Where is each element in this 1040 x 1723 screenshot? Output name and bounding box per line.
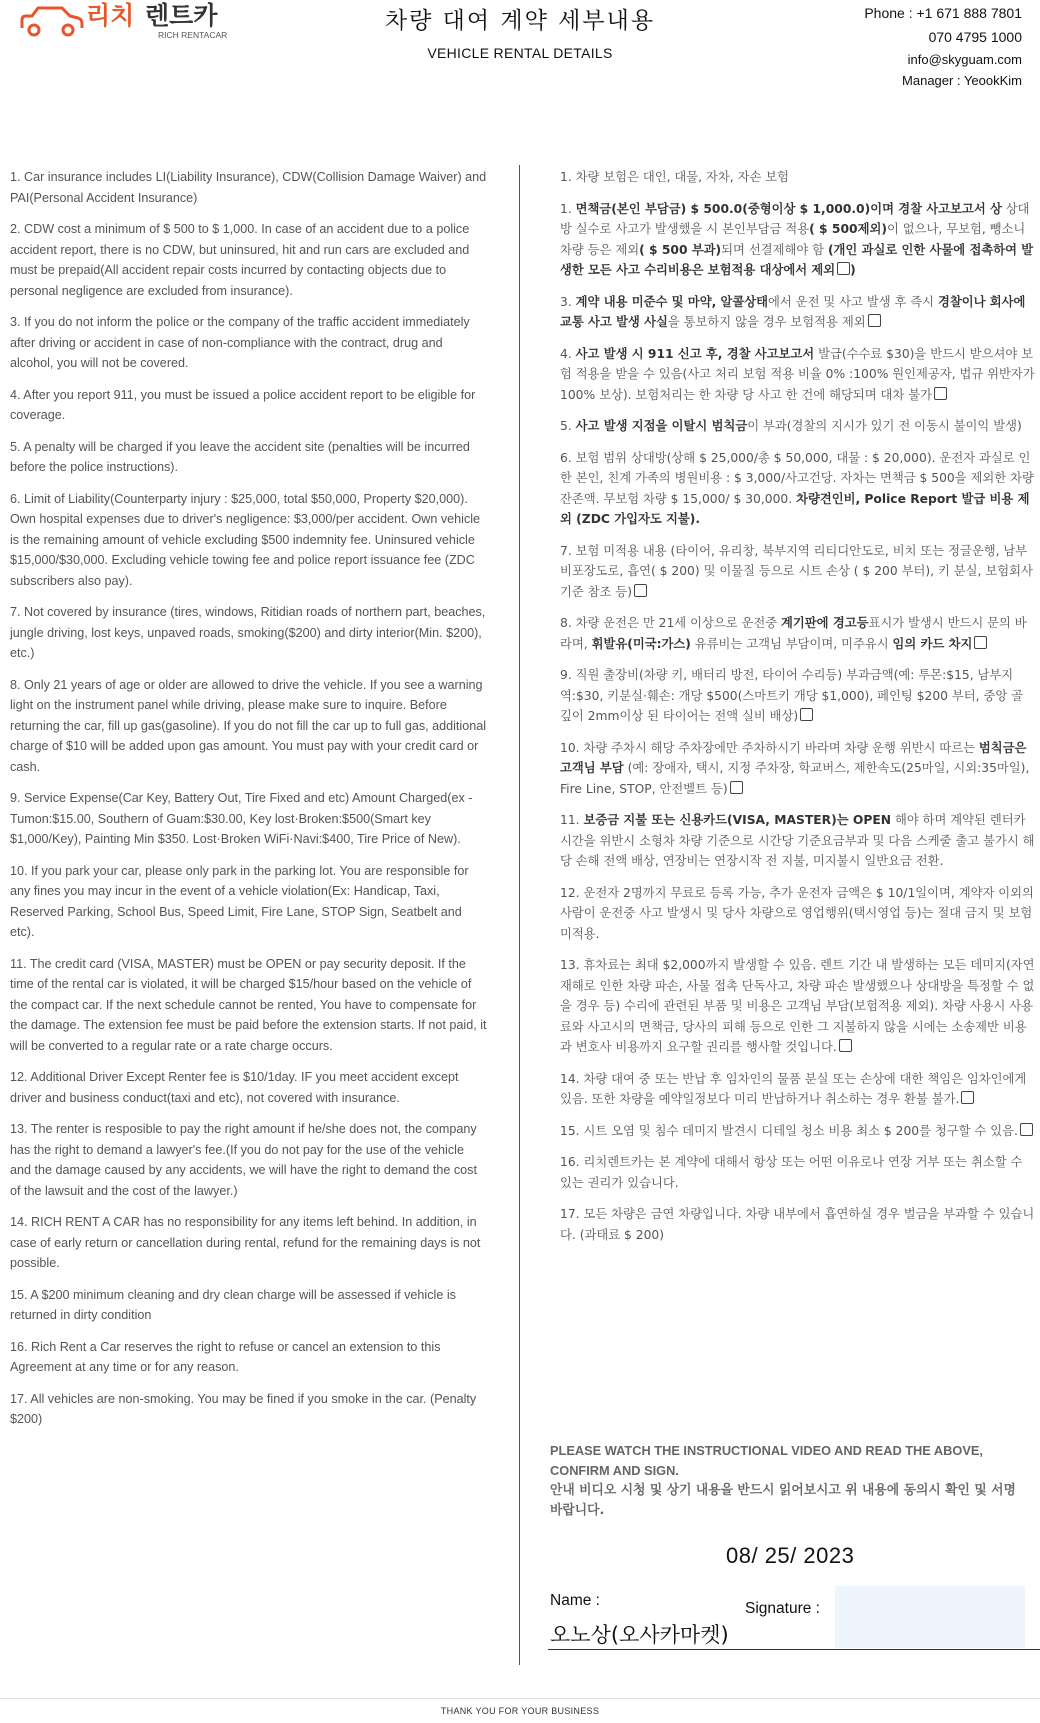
term-ko-text: 4. xyxy=(560,346,576,361)
term-ko-text: 17. 모든 차량은 금연 차량입니다. 차량 내부에서 흡연하실 경우 벌금을 부과할 수 있습니다. (과태료 $ 200) xyxy=(560,1207,1035,1242)
term-ko-text: 발급(수수료 $30)을 반드시 받으셔야 보험 적용을 받을 수 있음(사고 처리 보험 적용 비율 0% :100% 원인제공자, 법규 위반자가 100% 보상). 보험처리는 한 차량 당 사고 한 건에 해당되며 대차 불가 xyxy=(560,346,1035,402)
term-en-item: 7. Not covered by insurance (tires, windows, Ritidian roads of northern part, beaches, jungle driving, lost keys, unpaved roads, smoking($200) and dirty interior(Min. $200), etc.) xyxy=(10,605,486,660)
manager-name: Manager : YeookKim xyxy=(902,73,1022,88)
term-ko-text: 사고 발생 시 911 신고 후, 경찰 사고보고서 xyxy=(575,346,815,361)
title-korean: 차량 대여 계약 세부내용 xyxy=(384,8,656,34)
signature-label: Signature : xyxy=(745,1600,820,1617)
svg-text:렌트카: 렌트카 xyxy=(145,1,218,30)
term-ko-text: 5. xyxy=(560,419,576,433)
term-ko-item xyxy=(560,541,1036,603)
term-ko-suffix: ) xyxy=(850,263,856,277)
logo-text: 리치 xyxy=(86,1,135,30)
term-en-item: 3. If you do not inform the police or the company of the traffic accident immediately after driving or accident in case of non-compliance with the contract, drug and alcohol, you will not be covered. xyxy=(10,315,470,370)
terms-korean-column xyxy=(560,167,1036,1256)
term-en-item: 17. All vehicles are non-smoking. You may be fined if you smoke in the car. (Penalty $200) xyxy=(10,1391,477,1426)
confirm-checkbox[interactable] xyxy=(868,314,881,327)
confirmation-notice xyxy=(550,1441,1020,1521)
term-ko-text: ( $ 500 부과) xyxy=(639,242,722,257)
term-ko-text: 8. 차량 운전은 만 21세 이상으로 운전중 xyxy=(560,616,782,630)
term-ko-text: 7. 보험 미적용 내용 (타이어, 유리창, 북부지역 리티디안도로, 비치 또는 정글운행, 남부 비포장도로, 흡연( $ 200) 및 이물질 등으로 시트 손상 ( $ 200 부터), 키 분실, 보험회사 기준 참조 등) xyxy=(560,543,1033,599)
term-ko-text: 사고 발생 지점을 이탈시 범칙금 xyxy=(575,419,748,433)
term-ko-item xyxy=(560,448,1036,530)
term-ko-item xyxy=(560,955,1036,1058)
term-ko-text: 계약 내용 미준수 및 마약, 알콜상태 xyxy=(575,294,769,309)
confirm-checkbox[interactable] xyxy=(837,262,850,275)
term-en-item: 5. A penalty will be charged if you leave the accident site (penalties will be incurred before the police instructions). xyxy=(10,439,470,474)
term-ko-item xyxy=(560,613,1036,654)
term-ko-text: 이 없으나, 무보험, 뺑소니 차량 등은 제외 xyxy=(560,222,1026,257)
name-label: Name : xyxy=(550,1592,600,1609)
title-english: VEHICLE RENTAL DETAILS xyxy=(427,45,613,61)
term-ko-text: 상대방 실수로 사고가 발생했을 시 본인부담금 적용 xyxy=(560,201,1030,236)
term-en-item: 15. A $200 minimum cleaning and dry clean charge will be assessed if vehicle is returned in dirty condition xyxy=(10,1287,456,1322)
term-en-item: 6. Limit of Liability(Counterparty injury : $25,000, total $50,000, Property $20,000). Own hospital expenses due to driver's negligence: $3,000/per accident. Own vehicle is the remaining amount of vehicle excluding $500 indemnity fee. Uninsured vehicle $15,000/$30,000. Excluding vehicle towing fee and police report issuance fee (ZDC subscribers also pay). xyxy=(10,491,481,588)
term-ko-text: 해야 하며 계약된 렌터카 시간을 위반시 소형차 차량 기준으로 시간당 기준요금부과 및 다음 스케줄 출고 불가시 해당 손해 전액 배상, 연장비는 연장시작 전 지불, 미지불시 일반요금 전환. xyxy=(560,813,1035,868)
term-ko-text: 휘발유(미국:가스) xyxy=(591,636,691,651)
term-en-item: 9. Service Expense(Car Key, Battery Out, Tire Fixed and etc) Amount Charged(ex -Tumon:$15.00, Southern of Guam:$30.00, Key lost·Broken:$500(Smart key $1,000/Key), Painting Min $350. Lost·Broken WiFi·Navi:$400, Tire Price of New). xyxy=(10,791,473,846)
term-ko-text: (예: 장애자, 택시, 지정 주차장, 학교버스, 제한속도(25마일, 시외:35마일), Fire Line, STOP, 안전벨트 등) xyxy=(560,761,1030,796)
term-ko-item xyxy=(560,1069,1036,1110)
term-en-item: 13. The renter is resposible to pay the right amount if he/she does not, the company has the right to demand a lawyer's fee.(If you do not pay for the use of the vehicle and the damage caused by any accidents, we will have the right to demand the cost of the lawsuit and the cost of the lawyer.) xyxy=(10,1122,477,1198)
phone-number: Phone : +1 671 888 7801 xyxy=(864,5,1022,21)
confirm-checkbox[interactable] xyxy=(1020,1123,1033,1136)
term-ko-text: 면책금(본인 부담금) $ 500.0(중형이상 $ 1,000.0)이며 경찰 사고보고서 상 xyxy=(575,201,1002,216)
term-ko-text: 9. 직원 출장비(차량 키, 배터리 방전, 타이어 수리등) 부과금액(예: 투몬:$15, 남부지역:$30, 키분실·훼손: 개당 $500(스마트키 개당 $1,000), 페인팅 $200 부터, 중앙 골 깊이 2mm이상 된 타이어는 전액 실비 배상) xyxy=(560,668,1024,723)
term-ko-text: 임의 카드 차지 xyxy=(892,636,973,651)
term-ko-text: 이 부과(경찰의 지시가 있기 전 이동시 불이익 발생) xyxy=(747,419,1022,433)
term-ko-text: 10. 차량 주차시 해당 주차장에만 주차하시기 바라며 차량 운행 위반시 따르는 xyxy=(560,740,979,755)
term-ko-text: 차량견인비, Police Report 발급 비용 제외 (ZDC 가입자도 지불). xyxy=(560,491,1030,526)
confirm-checkbox[interactable] xyxy=(961,1091,974,1104)
confirm-checkbox[interactable] xyxy=(934,387,947,400)
car-logo-icon xyxy=(22,8,82,35)
name-field[interactable]: 오노상(오사카마켓) xyxy=(550,1623,729,1647)
term-en-item: 11. The credit card (VISA, MASTER) must be OPEN or pay security deposit. If the time of the rental car is violated, it will be charged $15/hour based on the vehicle of the compact car. If the next schedule cannot be rented, You have to compensate for the damage. The extension fee must be paid before the extension starts. If not paid, it will be converted to a regular rate or a rate charge occurs. xyxy=(10,956,487,1053)
term-ko-text: ( $ 500제외) xyxy=(809,222,887,236)
term-ko-text: 계기판에 경고등 xyxy=(781,616,869,630)
logo-subtext: RICH RENTACAR xyxy=(158,30,228,40)
term-ko-text: 을 통보하지 않을 경우 보험적용 제외 xyxy=(667,315,866,329)
company-logo xyxy=(18,0,228,44)
confirm-checkbox[interactable] xyxy=(974,636,987,649)
document-title xyxy=(340,0,700,61)
term-ko-text: 보증금 지불 또는 신용카드(VISA, MASTER)는 OPEN xyxy=(583,813,892,827)
signature-box[interactable] xyxy=(835,1586,1025,1648)
term-ko-item xyxy=(560,665,1036,727)
term-ko-item xyxy=(560,1121,1036,1142)
term-ko-item xyxy=(560,167,1036,188)
term-ko-text: 경찰이나 회사에 교통 사고 발생 사실 xyxy=(560,294,1026,329)
term-ko-text: 11. xyxy=(560,813,584,827)
term-en-item: 14. RICH RENT A CAR has no responsibility for any items left behind. In addition, in case of early return or cancellation during rental, refund for the remaining days is not possible. xyxy=(10,1215,481,1270)
term-ko-text: 1. 차량 보험은 대인, 대물, 자차, 자손 보험 xyxy=(560,170,790,184)
confirm-checkbox[interactable] xyxy=(730,781,743,794)
term-en-item: 12. Additional Driver Except Renter fee is $10/1day. IF you meet accident except driver and business conduct(taxi and etc), not covered with insurance. xyxy=(10,1070,459,1105)
term-ko-text: 되며 선결제해야 함 xyxy=(721,242,828,257)
column-divider xyxy=(519,165,520,1665)
email-address: info@skyguam.com xyxy=(907,52,1022,67)
confirm-checkbox[interactable] xyxy=(839,1039,852,1052)
confirm-checkbox[interactable] xyxy=(634,584,647,597)
term-ko-text: (개인 과실로 인한 사물에 접촉하여 발생한 모든 사고 수리비용은 보험적용 대상에서 제외 xyxy=(560,242,1034,277)
term-ko-text: 유류비는 고객님 부담이며, 미주유시 xyxy=(690,636,893,651)
term-ko-text: 3. xyxy=(560,294,576,309)
term-en-item: 1. Car insurance includes LI(Liability Insurance), CDW(Collision Damage Waiver) and PAI(Personal Accident Insurance) xyxy=(10,170,487,205)
confirm-checkbox[interactable] xyxy=(800,708,813,721)
term-ko-item xyxy=(560,344,1036,406)
footer-divider xyxy=(0,1698,1040,1699)
term-ko-text: 범칙금은 고객님 부담 xyxy=(560,740,1027,775)
term-ko-item xyxy=(560,199,1036,281)
term-ko-item xyxy=(560,810,1036,872)
phone-number-2: 070 4795 1000 xyxy=(928,28,1022,45)
notice-english: PLEASE WATCH THE INSTRUCTIONAL VIDEO AND READ THE ABOVE, CONFIRM AND SIGN. xyxy=(550,1443,983,1478)
term-en-item: 16. Rich Rent a Car reserves the right to refuse or cancel an extension to this Agreement at any time or for any reason. xyxy=(10,1339,441,1374)
contact-info xyxy=(864,2,1022,91)
term-ko-item xyxy=(560,1204,1036,1245)
term-en-item: 10. If you park your car, please only park in the parking lot. You are responsible for any fines you may incur in the event of a vehicle violation(Ex: Handicap, Taxi, Reserved Parking, School Bus, Speed Limit, Fire Lane, STOP Sign, Seatbelt and etc). xyxy=(10,863,469,939)
term-ko-text: 에서 운전 및 사고 발생 후 즉시 xyxy=(768,294,938,309)
notice-korean: 안내 비디오 시청 및 상기 내용을 반드시 읽어보시고 위 내용에 동의시 확인 및 서명 바랍니다. xyxy=(550,1483,1016,1518)
footer-text: THANK YOU FOR YOUR BUSINESS xyxy=(440,1706,600,1716)
term-ko-text: 1. xyxy=(560,201,576,216)
term-ko-text: 표시가 발생시 반드시 문의 바라며, xyxy=(560,616,1027,651)
term-ko-text: 13. 휴차료는 최대 $2,000까지 발생할 수 있음. 렌트 기간 내 발생하는 모든 데미지(자연재해로 인한 차량 파손, 사물 접촉 단독사고, 차량 파손 발생했으나 상대방을 특정할 수 없을 경우 등) 수리에 관련된 부품 및 비용은 고객님 부담(보험적용 제외). 차량 사용시 사용료와 사고시의 면책금, 당사의 피해 등으로 인한 그 지불하지 않을 시에는 소송제반 비용과 변호사 비용까지 요구할 권리를 행사할 것입니다. xyxy=(560,958,1035,1054)
term-ko-text: 14. 차량 대여 중 또는 반납 후 임차인의 물품 분실 또는 손상에 대한 책임은 임차인에게 있음. 또한 차량을 예약일정보다 미리 반납하거나 취소하는 경우 환불 불가. xyxy=(560,1071,1027,1106)
term-ko-text: 16. 리치렌트카는 본 계약에 대해서 항상 또는 어떤 이유로나 연장 거부 또는 취소할 수 있는 권리가 있습니다. xyxy=(560,1155,1023,1190)
name-underline xyxy=(548,1649,1040,1650)
terms-english-column xyxy=(10,167,488,1441)
term-ko-text: 6. 보험 범위 상대방(상해 $ 25,000/총 $ 50,000, 대물 : $ 20,000). 운전자 과실로 인한 본인, 친계 가족의 병원비용 : $ 3,000/사고건당. 자차는 면책금 $ 500을 제외한 차량 잔존액. 무보험 차량 $ 15,000/ $ 30,000. xyxy=(560,450,1034,506)
term-ko-item xyxy=(560,1152,1036,1193)
contract-date: 08/ 25/ 2023 xyxy=(726,1543,855,1568)
term-en-item: 8. Only 21 years of age or older are allowed to drive the vehicle. If you see a warning light on the instrument panel while driving, please make sure to inquire. Before returning the car, fill up gas(gasoline). If you do not fill the car up to full gas, additional charge of $10 will be added upon gas amount. You must pay with your credit card or cash. xyxy=(10,677,487,774)
term-en-item: 2. CDW cost a minimum of $ 500 to $ 1,000. In case of an accident due to a police accident report, there is no CDW, but uninsured, hit and run cars are excluded and must be prepaid(All accident repair costs incurred by contacting objects due to personal negligence are excluded from insurance). xyxy=(10,222,470,298)
term-ko-item xyxy=(560,416,1036,437)
term-ko-item xyxy=(560,883,1036,945)
term-en-item: 4. After you report 911, you must be issued a police accident report to be eligible for coverage. xyxy=(10,387,476,422)
term-ko-text: 12. 운전자 2명까지 무료로 등록 가능, 추가 운전자 금액은 $ 10/1일이며, 계약자 이외의 사람이 운전중 사고 발생시 및 당사 차량으로 영업행위(택시영업 등)는 절대 금지 및 보험 미적용. xyxy=(560,885,1034,941)
term-ko-item xyxy=(560,738,1036,800)
term-ko-item xyxy=(560,292,1036,333)
term-ko-text: 15. 시트 오염 및 침수 데미지 발견시 디테일 청소 비용 최소 $ 200를 청구할 수 있음. xyxy=(560,1123,1018,1138)
